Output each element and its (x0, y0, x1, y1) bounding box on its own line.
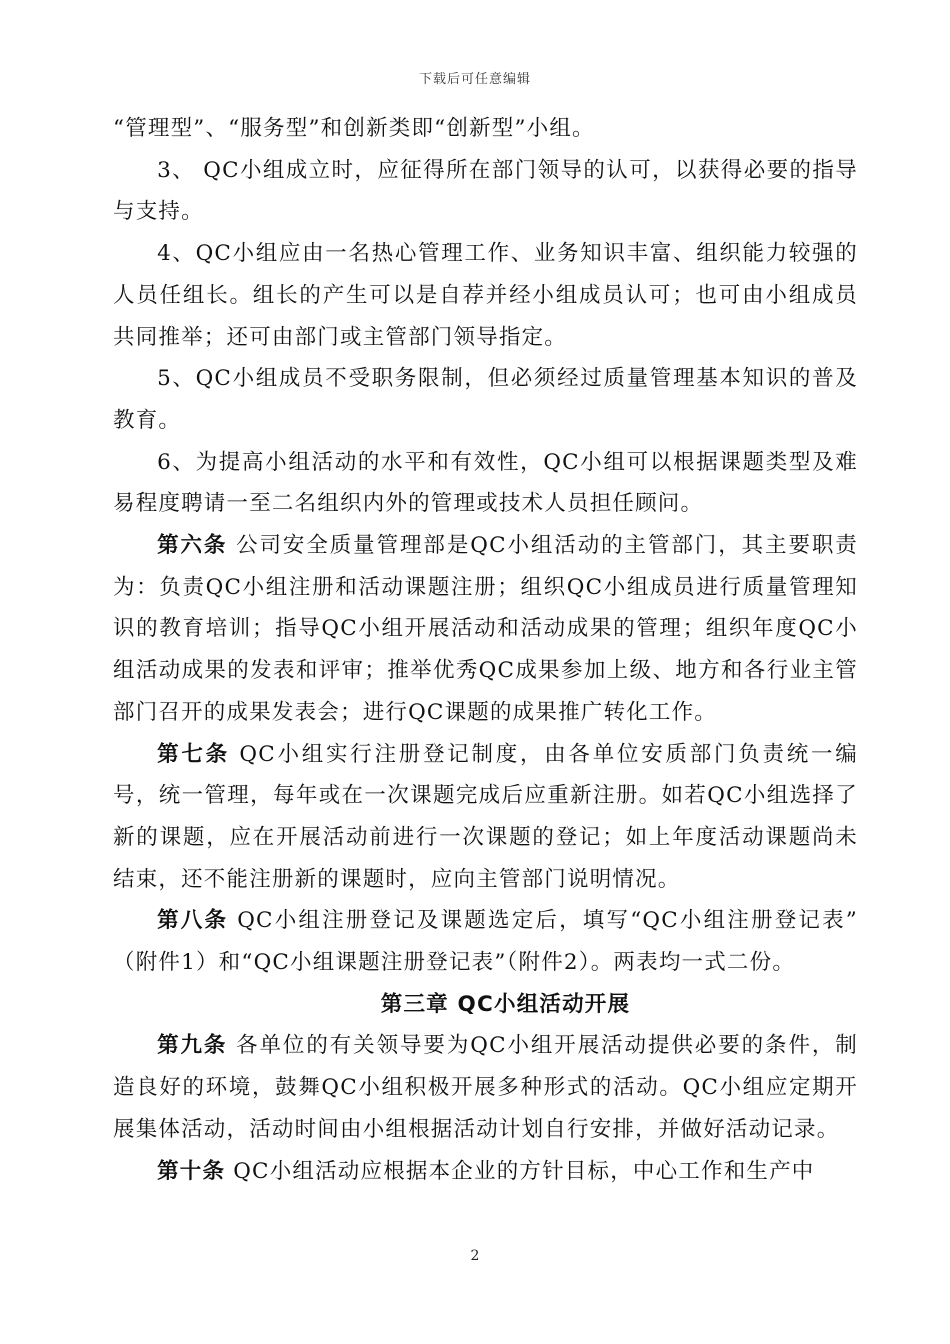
article-label: 第九条 (157, 1033, 228, 1059)
article-7 (113, 734, 858, 901)
page-number: 2 (470, 1248, 480, 1264)
article-6 (113, 525, 858, 734)
paragraph-item-3 (113, 150, 858, 233)
paragraph-text: 6、为提高小组活动的水平和有效性，QC小组可以根据课题类型及难易程度聘请一至二名组织内外的管理或技术人员担任顾问。 (113, 449, 858, 517)
article-label: 第七条 (157, 741, 230, 767)
article-label: 第六条 (157, 533, 228, 559)
paragraph-item-5 (113, 358, 858, 441)
article-label: 第十条 (157, 1158, 226, 1184)
article-10 (113, 1151, 858, 1193)
article-label: 第八条 (157, 908, 229, 934)
article-text: 公司安全质量管理部是QC小组活动的主管部门，其主要职责为：负责QC小组注册和活动课题注册；组织QC小组成员进行质量管理知识的教育培训；指导QC小组开展活动和活动成果的管理；组织年度QC小组活动成果的发表和评审；推举优秀QC成果参加上级、地方和各行业主管部门召开的成果发表会；进行QC课题的成果推广转化工作。 (113, 533, 859, 725)
paragraph-text: 3、 QC小组成立时，应征得所在部门领导的认可，以获得必要的指导与支持。 (113, 157, 858, 225)
document-body (113, 108, 858, 1192)
paragraph-text: 4、QC小组应由一名热心管理工作、业务知识丰富、组织能力较强的人员任组长。组长的产生可以是自荐并经小组成员认可；也可由小组成员共同推举；还可由部门或主管部门领导指定。 (113, 241, 858, 350)
paragraph-item-6 (113, 442, 858, 525)
article-text: QC小组实行注册登记制度，由各单位安质部门负责统一编号，统一管理，每年或在一次课题完成后应重新注册。如若QC小组选择了新的课题，应在开展活动前进行一次课题的登记；如上年度活动课题尚未结束，还不能注册新的课题时，应向主管部门说明情况。 (113, 741, 858, 892)
page-header: 下载后可任意编辑 (418, 72, 531, 87)
paragraph-text: 5、QC小组成员不受职务限制，但必须经过质量管理基本知识的普及教育。 (113, 366, 858, 433)
paragraph-item-4 (113, 233, 858, 358)
paragraph-continuation (113, 108, 858, 150)
article-8 (113, 900, 858, 983)
article-text: 各单位的有关领导要为QC小组开展活动提供必要的条件，制造良好的环境，鼓舞QC小组积极开展多种形式的活动。QC小组应定期开展集体活动，活动时间由小组根据活动计划自行安排，并做好活动记录。 (113, 1033, 859, 1142)
chapter-title: 第三章 QC小组活动开展 (380, 991, 631, 1017)
paragraph-text: “管理型”、“服务型”和创新类即“创新型”小组。 (113, 116, 595, 141)
article-text: QC小组活动应根据本企业的方针目标，中心工作和生产中 (233, 1158, 815, 1184)
article-text: QC小组注册登记及课题选定后，填写“QC小组注册登记表” （附件1）和“QC小组课题注册登记表”（附件2）。两表均一式二份。 (113, 908, 858, 976)
article-9 (113, 1025, 858, 1150)
